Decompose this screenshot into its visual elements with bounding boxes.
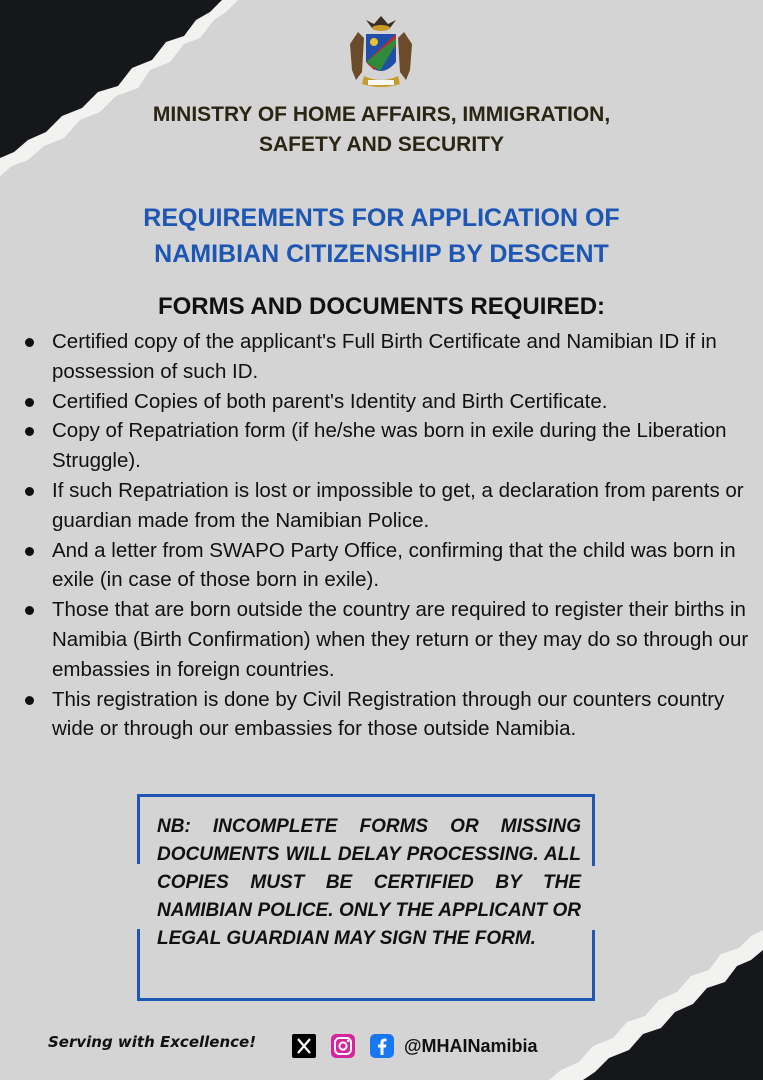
list-item-text: Those that are born outside the country are required to register their births in Namibia (Birth Confirmation) when they return or they may do so through our embassies in foreign countries. xyxy=(52,598,749,681)
requirements-list xyxy=(22,327,757,744)
page-title-line-2: NAMIBIAN CITIZENSHIP BY DESCENT xyxy=(154,240,609,268)
bullet-icon xyxy=(25,398,34,407)
list-item xyxy=(22,387,757,417)
ministry-name-line-1: MINISTRY OF HOME AFFAIRS, IMMIGRATION, xyxy=(152,103,611,126)
facebook-icon[interactable] xyxy=(370,1034,394,1058)
bullet-icon xyxy=(25,427,34,436)
list-item-text: Certified Copies of both parent's Identity and Birth Certificate. xyxy=(52,389,608,413)
namibia-coat-of-arms-icon xyxy=(344,14,418,96)
list-item xyxy=(22,416,757,476)
list-item-text: And a letter from SWAPO Party Office, confirming that the child was born in exile (in case of those born in exile). xyxy=(52,538,736,592)
bullet-icon xyxy=(25,696,34,705)
bullet-icon xyxy=(25,487,34,496)
notice-box xyxy=(137,794,595,1001)
list-item xyxy=(22,327,757,387)
ministry-name-line-2: SAFETY AND SECURITY xyxy=(258,133,505,156)
list-item xyxy=(22,536,757,596)
instagram-icon[interactable] xyxy=(331,1034,355,1058)
list-item-text: Certified copy of the applicant's Full Birth Certificate and Namibian ID if in possession of such ID. xyxy=(52,330,717,383)
list-item xyxy=(22,595,757,684)
list-item-text: Copy of Repatriation form (if he/she was born in exile during the Liberation Struggle). xyxy=(52,419,727,473)
ministry-name xyxy=(0,100,763,160)
list-item xyxy=(22,476,757,536)
list-item xyxy=(22,685,757,745)
bullet-icon xyxy=(25,606,34,615)
bullet-icon xyxy=(25,547,34,556)
page-title-line-1: REQUIREMENTS FOR APPLICATION OF xyxy=(143,204,620,232)
page-title xyxy=(0,200,763,272)
list-item-text: If such Repatriation is lost or impossible to get, a declaration from parents or guardian made from the Namibian Police. xyxy=(52,478,744,532)
notice-text: NB: INCOMPLETE FORMS OR MISSING DOCUMENTS WILL DELAY PROCESSING. ALL COPIES MUST BE CERTIFIED BY THE NAMIBIAN POLICE. ONLY THE APPLICANT OR LEGAL GUARDIAN MAY SIGN THE FORM. xyxy=(157,816,581,949)
bullet-icon xyxy=(25,338,34,347)
requirements-heading: FORMS AND DOCUMENTS REQUIRED: xyxy=(157,293,606,320)
x-icon[interactable] xyxy=(292,1034,316,1058)
slogan: Serving with Excellence! xyxy=(48,1033,257,1051)
social-handle[interactable]: @MHAINamibia xyxy=(404,1036,538,1056)
list-item-text: This registration is done by Civil Registration through our counters country wide or through our embassies for those outside Namibia. xyxy=(52,687,725,741)
